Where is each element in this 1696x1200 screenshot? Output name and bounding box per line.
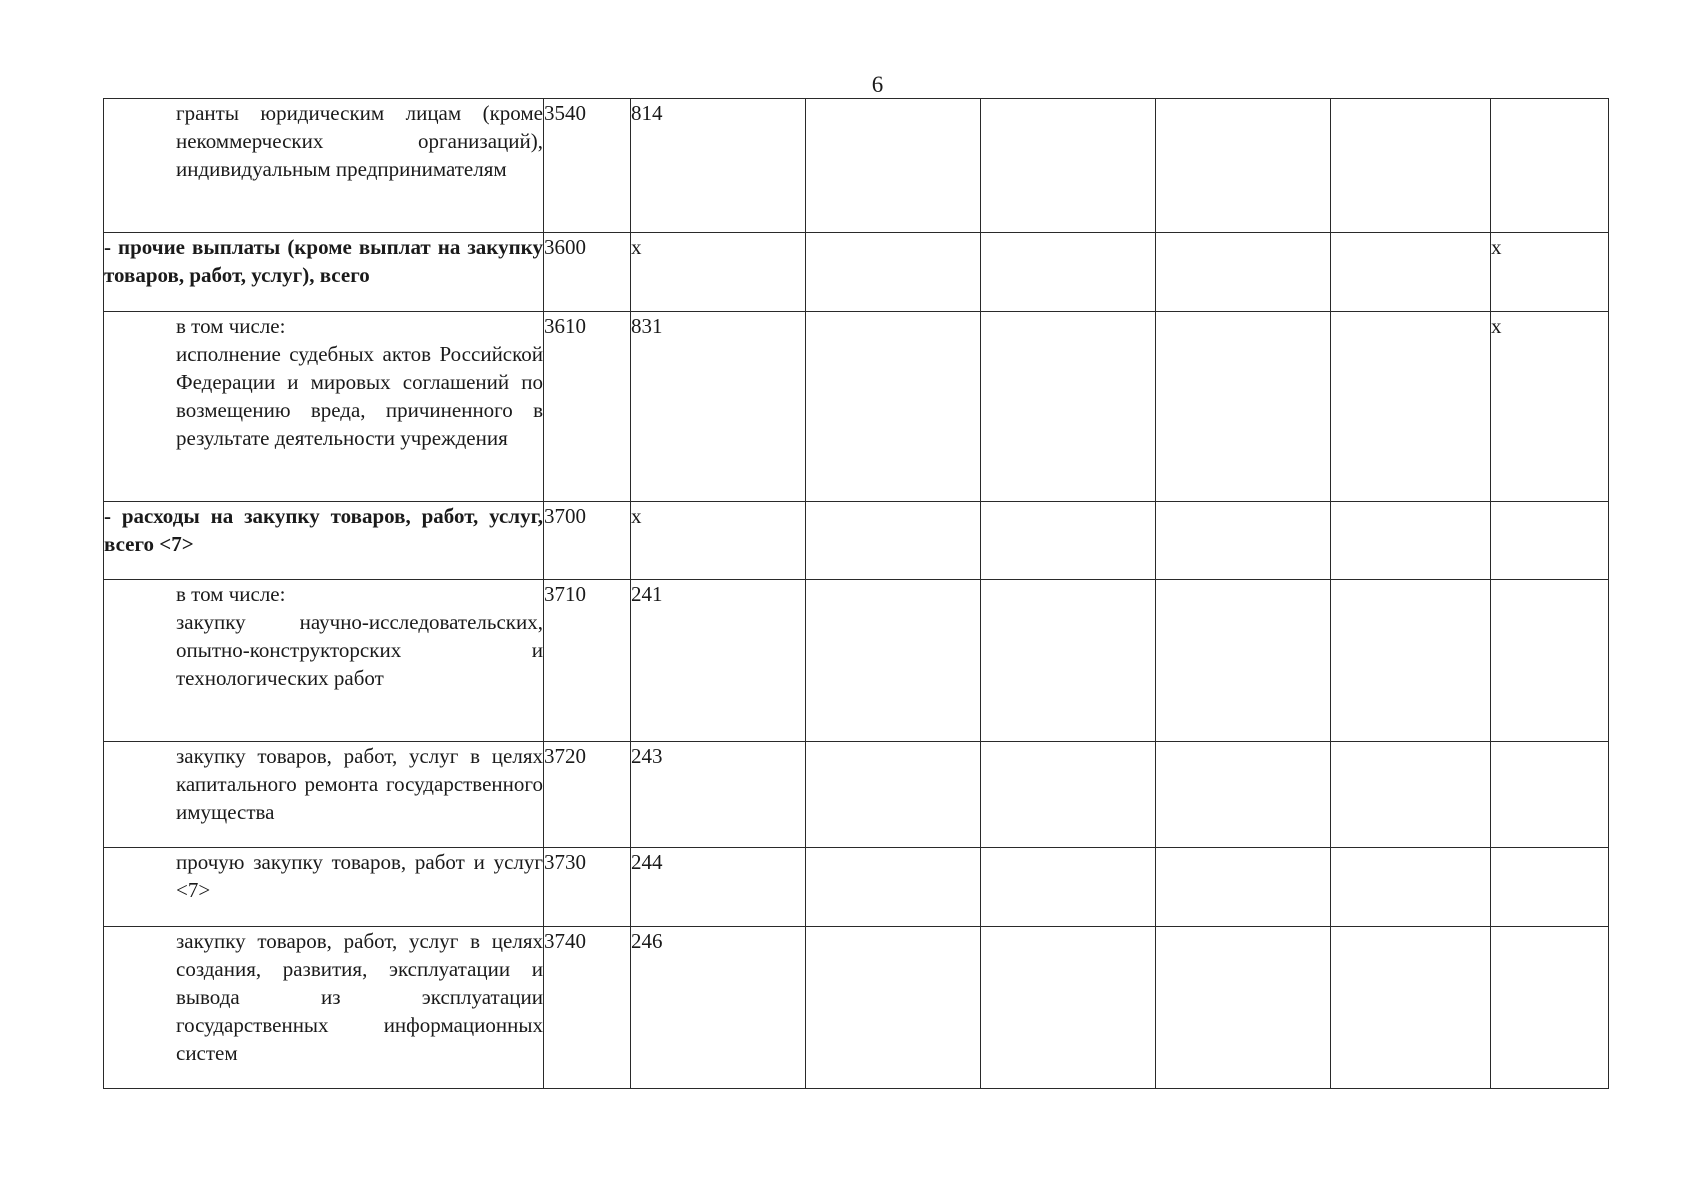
value-cell — [806, 742, 981, 848]
value-cell — [806, 99, 981, 233]
value-cell — [1331, 233, 1491, 312]
value-cell — [981, 848, 1156, 927]
table-row — [104, 502, 1609, 580]
value-cell — [981, 502, 1156, 580]
row-description — [104, 848, 544, 927]
row-text: - прочие выплаты (кроме выплат на закупку товаров, работ, услуг), всего — [104, 235, 543, 287]
table-row — [104, 580, 1609, 742]
row-code: 3710 — [544, 580, 631, 742]
row-text: закупку товаров, работ, услуг в целях создания, развития, эксплуатации и вывода из эксплуатации государственных информационных систем — [176, 929, 543, 1065]
value-cell — [981, 580, 1156, 742]
table-row — [104, 927, 1609, 1089]
row-kbk-code: 243 — [631, 742, 806, 848]
row-text: прочую закупку товаров, работ и услуг <7> — [176, 850, 543, 902]
value-cell — [981, 742, 1156, 848]
page-number: 6 — [871, 72, 884, 97]
row-intro: в том числе: — [176, 582, 286, 606]
row-description — [104, 742, 544, 848]
row-text: исполнение судебных актов Российской Федерации и мировых соглашений по возмещению вреда, причиненного в результате деятельности учреждения — [176, 342, 543, 450]
row-kbk-code: х — [631, 233, 806, 312]
value-cell — [981, 927, 1156, 1089]
row-code: 3740 — [544, 927, 631, 1089]
row-kbk-code: х — [631, 502, 806, 580]
value-cell — [806, 927, 981, 1089]
row-code: 3720 — [544, 742, 631, 848]
value-cell — [1491, 580, 1609, 742]
row-code: 3600 — [544, 233, 631, 312]
value-cell — [1156, 233, 1331, 312]
value-cell — [1156, 927, 1331, 1089]
row-text: закупку товаров, работ, услуг в целях капитального ремонта государственного имущества — [176, 744, 543, 824]
row-kbk-code: 244 — [631, 848, 806, 927]
value-cell — [1491, 502, 1609, 580]
row-intro: в том числе: — [176, 314, 286, 338]
row-code: 3610 — [544, 312, 631, 502]
value-cell — [806, 502, 981, 580]
row-text: гранты юридическим лицам (кроме некоммерческих организаций), индивидуальным предпринимателям — [176, 101, 543, 181]
value-cell — [1491, 848, 1609, 927]
value-cell — [1331, 580, 1491, 742]
value-cell — [981, 233, 1156, 312]
row-kbk-code: 246 — [631, 927, 806, 1089]
row-description — [104, 927, 544, 1089]
value-cell — [806, 233, 981, 312]
value-cell — [1156, 848, 1331, 927]
value-cell — [981, 99, 1156, 233]
value-cell — [1491, 927, 1609, 1089]
row-code: 3730 — [544, 848, 631, 927]
value-cell — [1331, 99, 1491, 233]
value-cell: х — [1491, 312, 1609, 502]
value-cell — [1156, 580, 1331, 742]
table-row — [104, 742, 1609, 848]
row-description — [104, 502, 544, 580]
row-description — [104, 99, 544, 233]
table-row — [104, 233, 1609, 312]
value-cell: х — [1491, 233, 1609, 312]
row-text: закупку научно-исследовательских, опытно-конструкторских и технологических работ — [176, 610, 543, 690]
value-cell — [1491, 99, 1609, 233]
row-description — [104, 233, 544, 312]
value-cell — [1491, 742, 1609, 848]
row-kbk-code: 241 — [631, 580, 806, 742]
value-cell — [806, 312, 981, 502]
row-kbk-code: 814 — [631, 99, 806, 233]
financial-plan-table — [103, 98, 1609, 1089]
value-cell — [1156, 502, 1331, 580]
value-cell — [1331, 312, 1491, 502]
row-description — [104, 312, 544, 502]
value-cell — [1156, 742, 1331, 848]
value-cell — [1156, 99, 1331, 233]
row-description — [104, 580, 544, 742]
value-cell — [1331, 742, 1491, 848]
table-body — [104, 99, 1609, 1089]
value-cell — [806, 580, 981, 742]
value-cell — [1331, 848, 1491, 927]
row-code: 3540 — [544, 99, 631, 233]
value-cell — [1331, 502, 1491, 580]
table-row — [104, 848, 1609, 927]
table-row — [104, 312, 1609, 502]
value-cell — [1331, 927, 1491, 1089]
row-text: - расходы на закупку товаров, работ, услуг, всего <7> — [104, 504, 543, 556]
row-code: 3700 — [544, 502, 631, 580]
table-row — [104, 99, 1609, 233]
value-cell — [1156, 312, 1331, 502]
value-cell — [806, 848, 981, 927]
row-kbk-code: 831 — [631, 312, 806, 502]
value-cell — [981, 312, 1156, 502]
